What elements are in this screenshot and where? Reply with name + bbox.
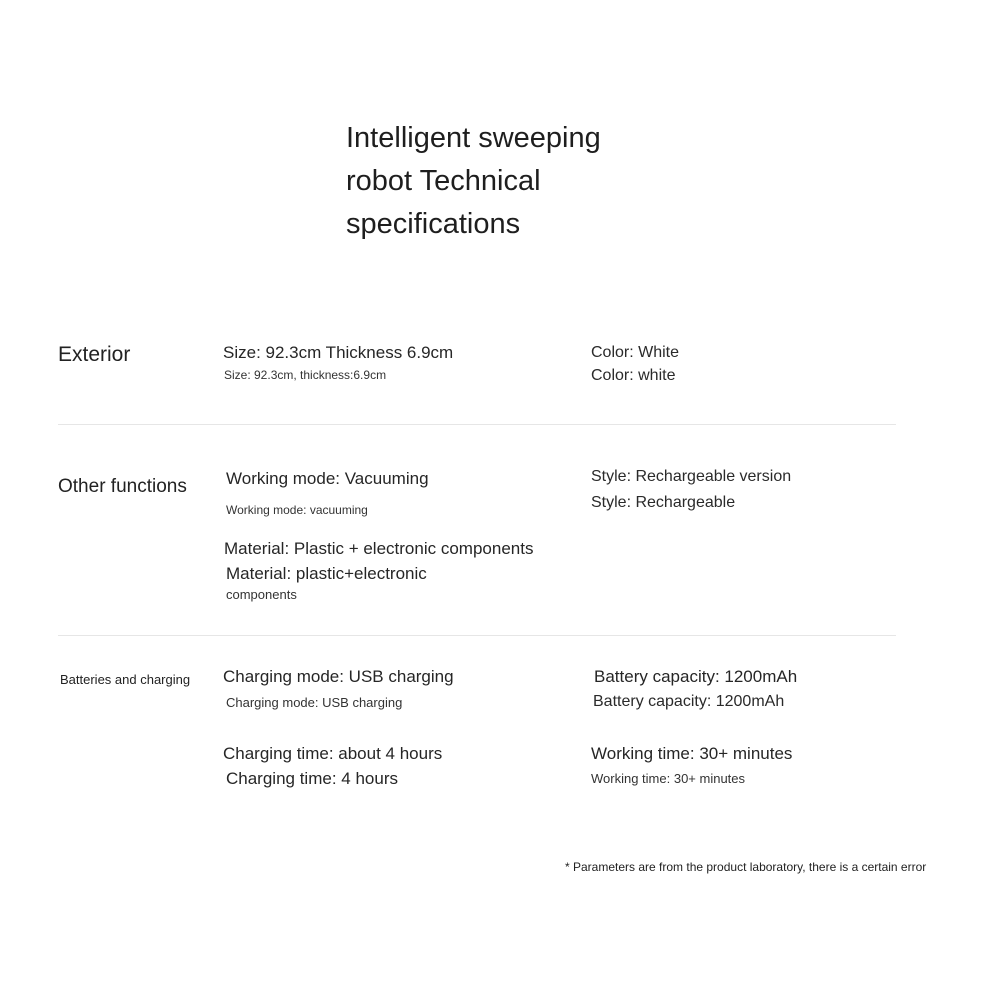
material-sub-line2: components bbox=[226, 587, 297, 602]
working-time-sub: Working time: 30+ minutes bbox=[591, 771, 746, 786]
title-line-1: Intelligent sweeping bbox=[346, 122, 601, 154]
charging-time-sub: Charging time: 4 hours bbox=[226, 769, 398, 788]
section-divider bbox=[58, 635, 896, 636]
section-label-batteries: Batteries and charging bbox=[60, 672, 191, 687]
working-time: Working time: 30+ minutes bbox=[591, 744, 793, 763]
battery-capacity: Battery capacity: 1200mAh bbox=[594, 667, 798, 686]
page-title bbox=[346, 117, 601, 246]
battery-capacity-sub: Battery capacity: 1200mAh bbox=[593, 693, 785, 710]
charging-mode: Charging mode: USB charging bbox=[223, 667, 454, 686]
material: Material: Plastic + electronic components bbox=[224, 539, 534, 558]
style-sub: Style: Rechargeable bbox=[591, 494, 736, 511]
exterior-color: Color: White bbox=[591, 344, 680, 361]
charging-mode-sub: Charging mode: USB charging bbox=[226, 695, 403, 710]
title-line-2: robot Technical bbox=[346, 165, 541, 197]
section-label-exterior: Exterior bbox=[58, 343, 131, 366]
material-sub-line1: Material: plastic+electronic bbox=[226, 564, 427, 583]
footnote: * Parameters are from the product laboratory, there is a certain error bbox=[565, 860, 927, 874]
exterior-size-sub: Size: 92.3cm, thickness:6.9cm bbox=[224, 368, 387, 382]
section-label-other-functions: Other functions bbox=[58, 476, 187, 497]
charging-time: Charging time: about 4 hours bbox=[223, 744, 443, 763]
exterior-color-sub: Color: white bbox=[591, 367, 676, 384]
section-divider bbox=[58, 424, 896, 425]
working-mode-sub: Working mode: vacuuming bbox=[226, 503, 368, 517]
style: Style: Rechargeable version bbox=[591, 468, 792, 485]
exterior-size: Size: 92.3cm Thickness 6.9cm bbox=[223, 343, 454, 362]
working-mode: Working mode: Vacuuming bbox=[226, 469, 429, 488]
title-line-3: specifications bbox=[346, 208, 521, 240]
